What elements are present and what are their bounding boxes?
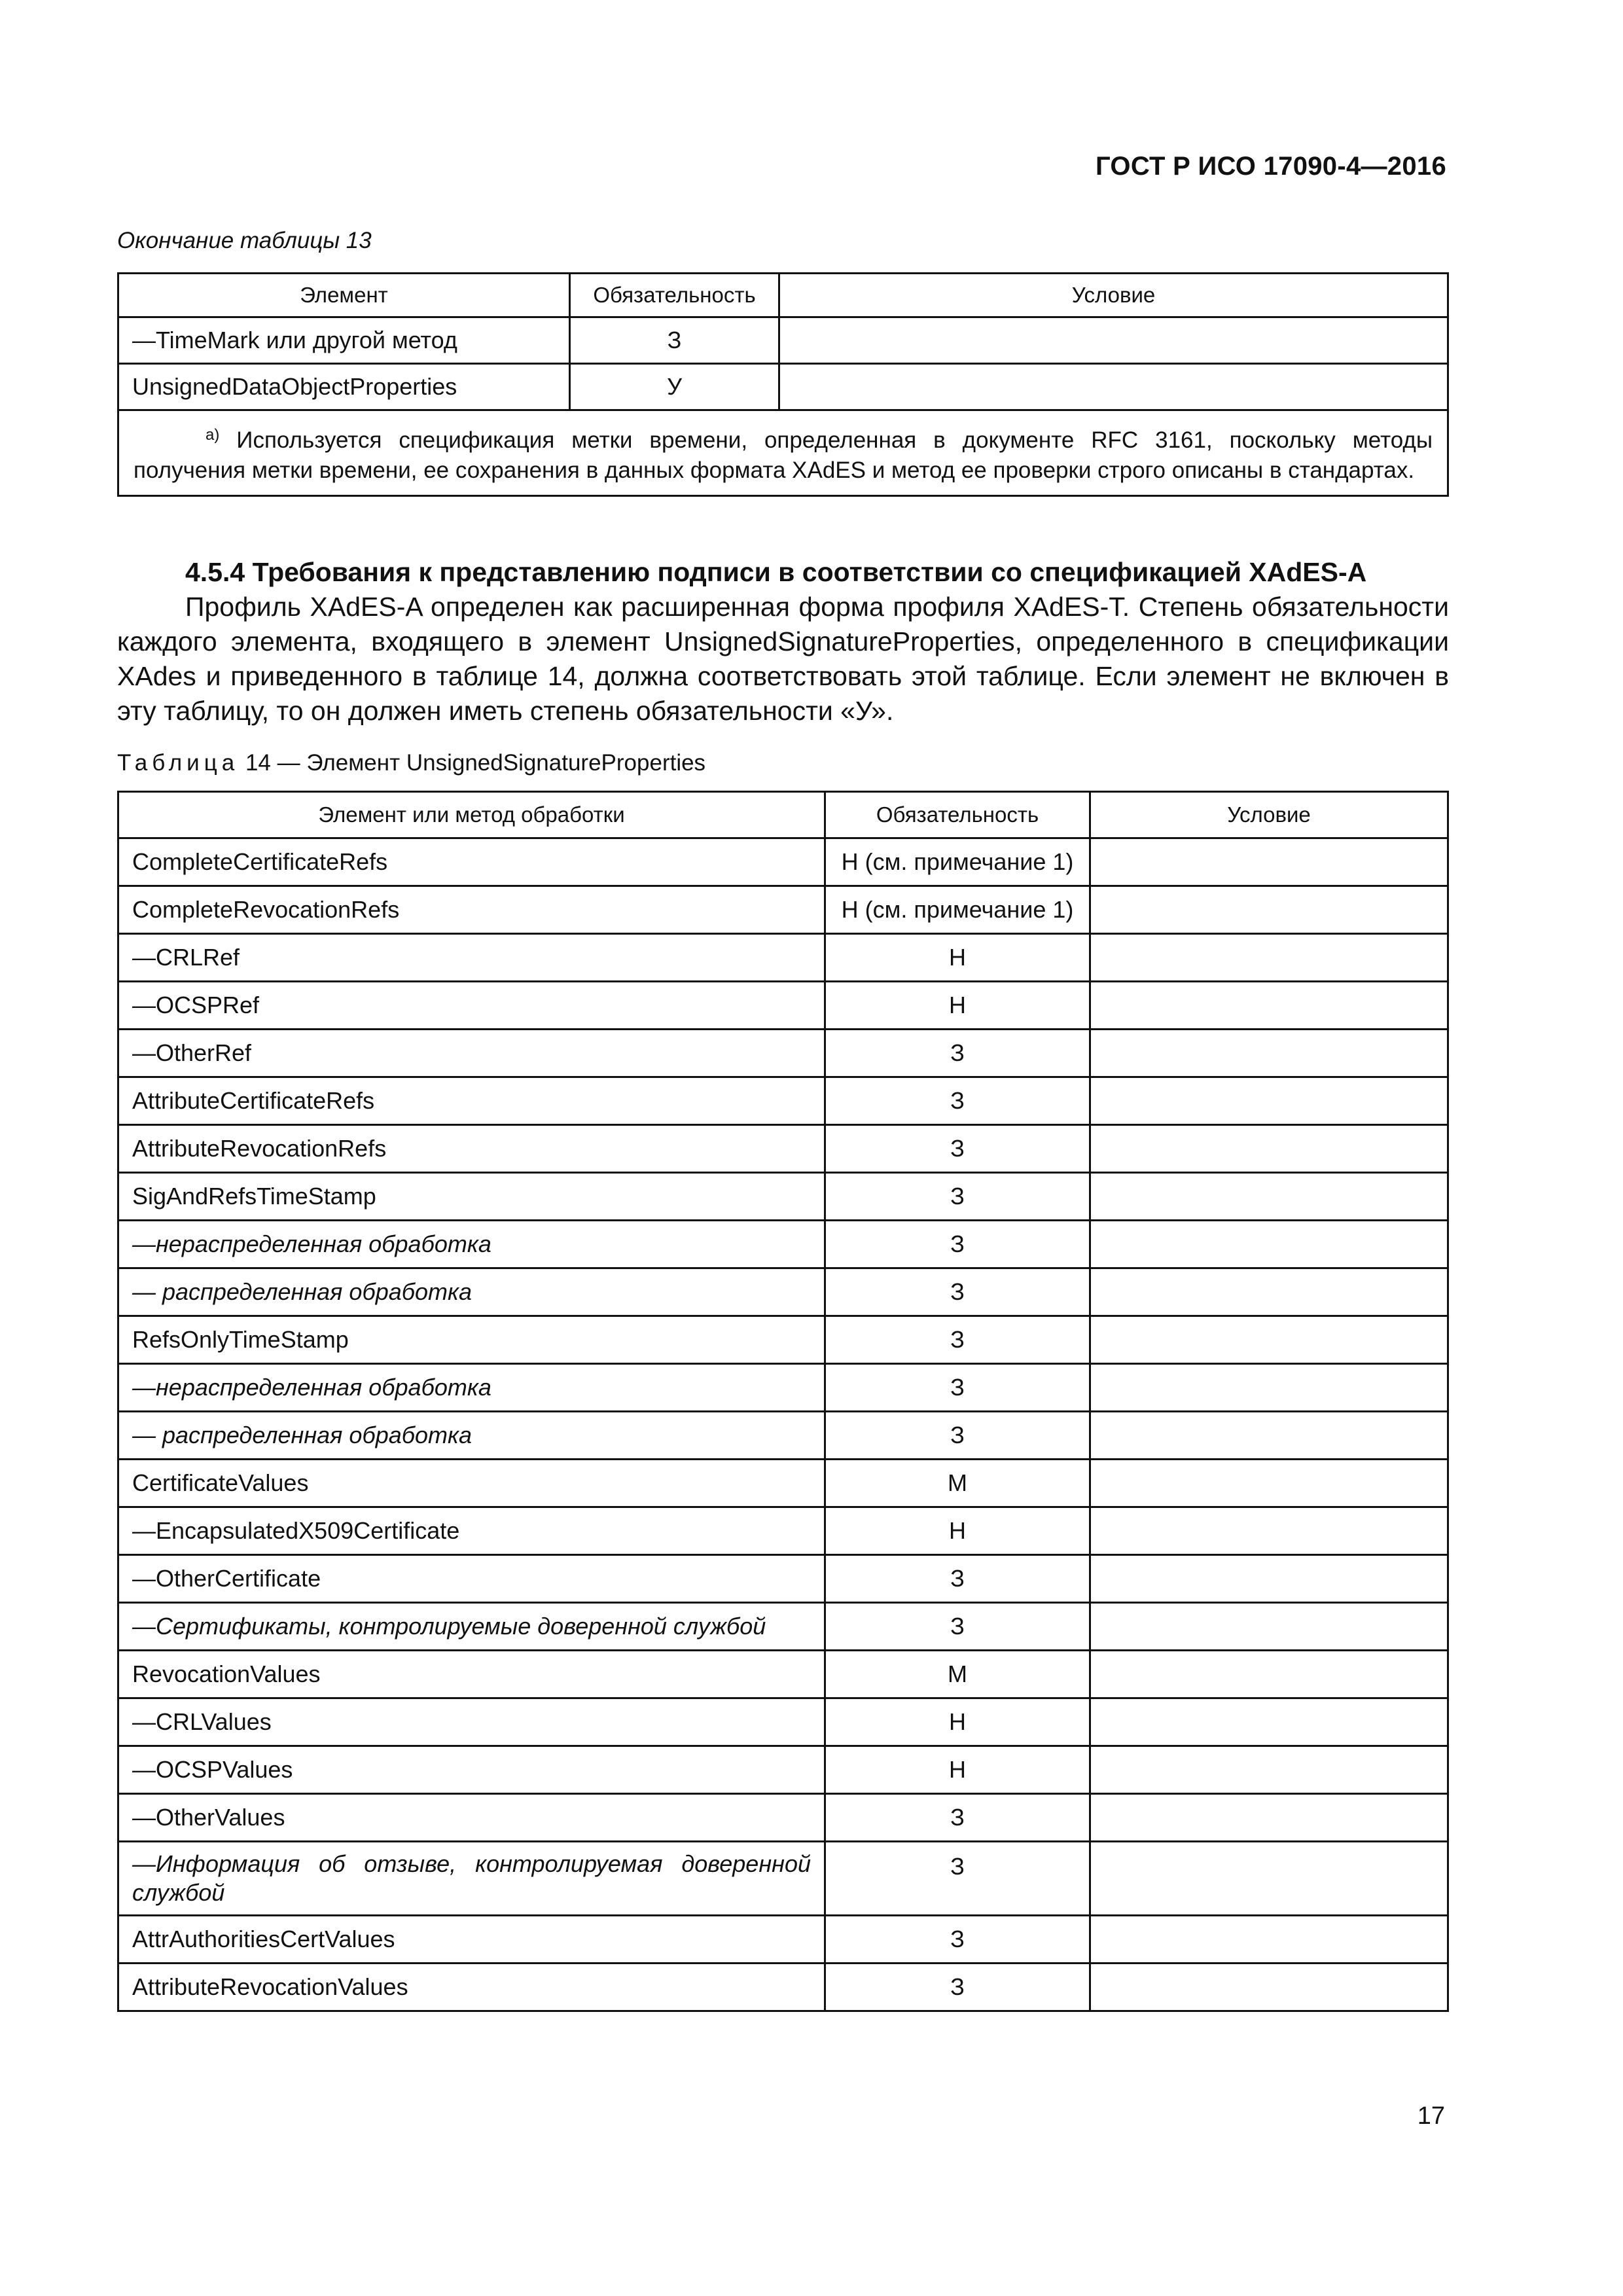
condition-cell (1090, 1842, 1448, 1916)
element-cell: AttributeCertificateRefs (118, 1077, 825, 1125)
element-cell: —OtherCertificate (118, 1555, 825, 1603)
table-row (118, 934, 1448, 982)
table-row (118, 1842, 1448, 1916)
table-row (118, 1077, 1448, 1125)
condition-cell (779, 364, 1448, 410)
condition-cell (1090, 838, 1448, 886)
obligation-cell: М (825, 1460, 1090, 1507)
obligation-cell: З (825, 1794, 1090, 1842)
table-row (118, 1746, 1448, 1794)
table-row (118, 1364, 1448, 1412)
element-cell: —CRLRef (118, 934, 825, 982)
section-4-5-4 (117, 555, 1449, 728)
table-row (118, 1651, 1448, 1698)
condition-cell (779, 317, 1448, 364)
page-number: 17 (1417, 2102, 1445, 2130)
table-row (118, 1555, 1448, 1603)
section-paragraph: Профиль XAdES-A определен как расширенная форма профиля XAdES-T. Степень обязательности каждого элемента, входящего в элемент UnsignedSignatureProperties, определенного в спецификации XAdes и приведенного в таблице 14, должна соответствовать этой таблице. Если элемент не включен в эту таблицу, то он должен иметь степень обязательности «У». (117, 592, 1449, 726)
element-cell: AttributeRevocationValues (118, 1964, 825, 2011)
table-header-row (118, 274, 1448, 317)
condition-cell (1090, 1746, 1448, 1794)
element-cell: —OtherRef (118, 1030, 825, 1077)
condition-cell (1090, 1651, 1448, 1698)
obligation-cell: З (825, 1555, 1090, 1603)
condition-cell (1090, 1964, 1448, 2011)
section-heading: 4.5.4 Требования к представлению подписи в соответствии со спецификацией XAdES-A (185, 557, 1367, 587)
element-cell: —нераспределенная обработка (118, 1364, 825, 1412)
table-14 (117, 791, 1449, 2012)
table-13 (117, 272, 1449, 497)
table-row (118, 1507, 1448, 1555)
condition-cell (1090, 1221, 1448, 1268)
condition-cell (1090, 1698, 1448, 1746)
condition-cell (1090, 982, 1448, 1030)
column-header-obligation: Обязательность (570, 274, 779, 317)
element-cell: CertificateValues (118, 1460, 825, 1507)
obligation-cell: З (825, 1412, 1090, 1460)
table-footnote (118, 410, 1448, 496)
table-row (118, 1221, 1448, 1268)
column-header-condition: Условие (779, 274, 1448, 317)
condition-cell (1090, 1268, 1448, 1316)
table-row (118, 982, 1448, 1030)
table-row (118, 838, 1448, 886)
table-row (118, 364, 1448, 410)
condition-cell (1090, 1507, 1448, 1555)
obligation-cell: Н (см. примечание 1) (825, 838, 1090, 886)
condition-cell (1090, 1412, 1448, 1460)
table-caption-text: 14 — Элемент UnsignedSignatureProperties (245, 750, 706, 776)
element-cell: CompleteRevocationRefs (118, 886, 825, 934)
condition-cell (1090, 1125, 1448, 1173)
element-cell: AttrAuthoritiesCertValues (118, 1916, 825, 1964)
element-cell: CompleteCertificateRefs (118, 838, 825, 886)
column-header-condition: Условие (1090, 792, 1448, 838)
element-cell: —EncapsulatedX509Certificate (118, 1507, 825, 1555)
condition-cell (1090, 1794, 1448, 1842)
table-row (118, 1460, 1448, 1507)
element-cell: RefsOnlyTimeStamp (118, 1316, 825, 1364)
element-cell: AttributeRevocationRefs (118, 1125, 825, 1173)
table-row (118, 1603, 1448, 1651)
document-header: ГОСТ Р ИСО 17090-4—2016 (1095, 152, 1446, 181)
table-row (118, 1964, 1448, 2011)
obligation-cell: З (825, 1268, 1090, 1316)
table-header-row (118, 792, 1448, 838)
obligation-cell: Н (825, 1698, 1090, 1746)
obligation-cell: Н (см. примечание 1) (825, 886, 1090, 934)
obligation-cell: З (570, 317, 779, 364)
column-header-obligation: Обязательность (825, 792, 1090, 838)
table-row (118, 1698, 1448, 1746)
element-cell: —Информация об отзыве, контролируемая доверенной службой (118, 1842, 825, 1916)
obligation-cell: З (825, 1964, 1090, 2011)
condition-cell (1090, 1030, 1448, 1077)
table-row (118, 1794, 1448, 1842)
footnote-text: Используется спецификация метки времени, определенная в документе RFC 3161, поскольку методы получения метки времени, ее сохранения в данных формата XAdES и метод ее проверки строго описаны в стандартах. (134, 427, 1433, 483)
condition-cell (1090, 886, 1448, 934)
column-header-element: Элемент или метод обработки (118, 792, 825, 838)
condition-cell (1090, 1916, 1448, 1964)
obligation-cell: З (825, 1221, 1090, 1268)
table-caption-label: Таблица (117, 750, 240, 776)
condition-cell (1090, 1603, 1448, 1651)
element-cell: —OtherValues (118, 1794, 825, 1842)
column-header-element: Элемент (118, 274, 570, 317)
obligation-cell: Н (825, 934, 1090, 982)
table-row (118, 1125, 1448, 1173)
obligation-cell: З (825, 1364, 1090, 1412)
table-13-continuation-caption: Окончание таблицы 13 (117, 228, 372, 253)
table-14-caption (117, 750, 705, 776)
element-cell: —нераспределенная обработка (118, 1221, 825, 1268)
condition-cell (1090, 1555, 1448, 1603)
element-cell: —OCSPRef (118, 982, 825, 1030)
element-cell: UnsignedDataObjectProperties (118, 364, 570, 410)
element-cell: — распределенная обработка (118, 1268, 825, 1316)
table-row (118, 1030, 1448, 1077)
obligation-cell: З (825, 1030, 1090, 1077)
obligation-cell: Н (825, 1746, 1090, 1794)
table-row (118, 1173, 1448, 1221)
element-cell: —CRLValues (118, 1698, 825, 1746)
obligation-cell: З (825, 1077, 1090, 1125)
obligation-cell: З (825, 1316, 1090, 1364)
element-cell: —Сертификаты, контролируемые доверенной службой (118, 1603, 825, 1651)
condition-cell (1090, 1460, 1448, 1507)
table-row (118, 317, 1448, 364)
obligation-cell: З (825, 1916, 1090, 1964)
obligation-cell: З (825, 1603, 1090, 1651)
element-cell: SigAndRefsTimeStamp (118, 1173, 825, 1221)
condition-cell (1090, 1316, 1448, 1364)
condition-cell (1090, 1173, 1448, 1221)
condition-cell (1090, 934, 1448, 982)
table-row (118, 886, 1448, 934)
element-cell: —TimeMark или другой метод (118, 317, 570, 364)
obligation-cell: З (825, 1125, 1090, 1173)
obligation-cell: У (570, 364, 779, 410)
obligation-cell: Н (825, 1507, 1090, 1555)
table-footnote-row (118, 410, 1448, 496)
obligation-cell: Н (825, 982, 1090, 1030)
element-cell: — распределенная обработка (118, 1412, 825, 1460)
footnote-marker: a) (205, 426, 220, 444)
table-row (118, 1316, 1448, 1364)
obligation-cell: З (825, 1842, 1090, 1916)
condition-cell (1090, 1077, 1448, 1125)
table-row (118, 1268, 1448, 1316)
element-cell: —OCSPValues (118, 1746, 825, 1794)
table-row (118, 1916, 1448, 1964)
obligation-cell: З (825, 1173, 1090, 1221)
condition-cell (1090, 1364, 1448, 1412)
element-cell: RevocationValues (118, 1651, 825, 1698)
obligation-cell: М (825, 1651, 1090, 1698)
table-row (118, 1412, 1448, 1460)
